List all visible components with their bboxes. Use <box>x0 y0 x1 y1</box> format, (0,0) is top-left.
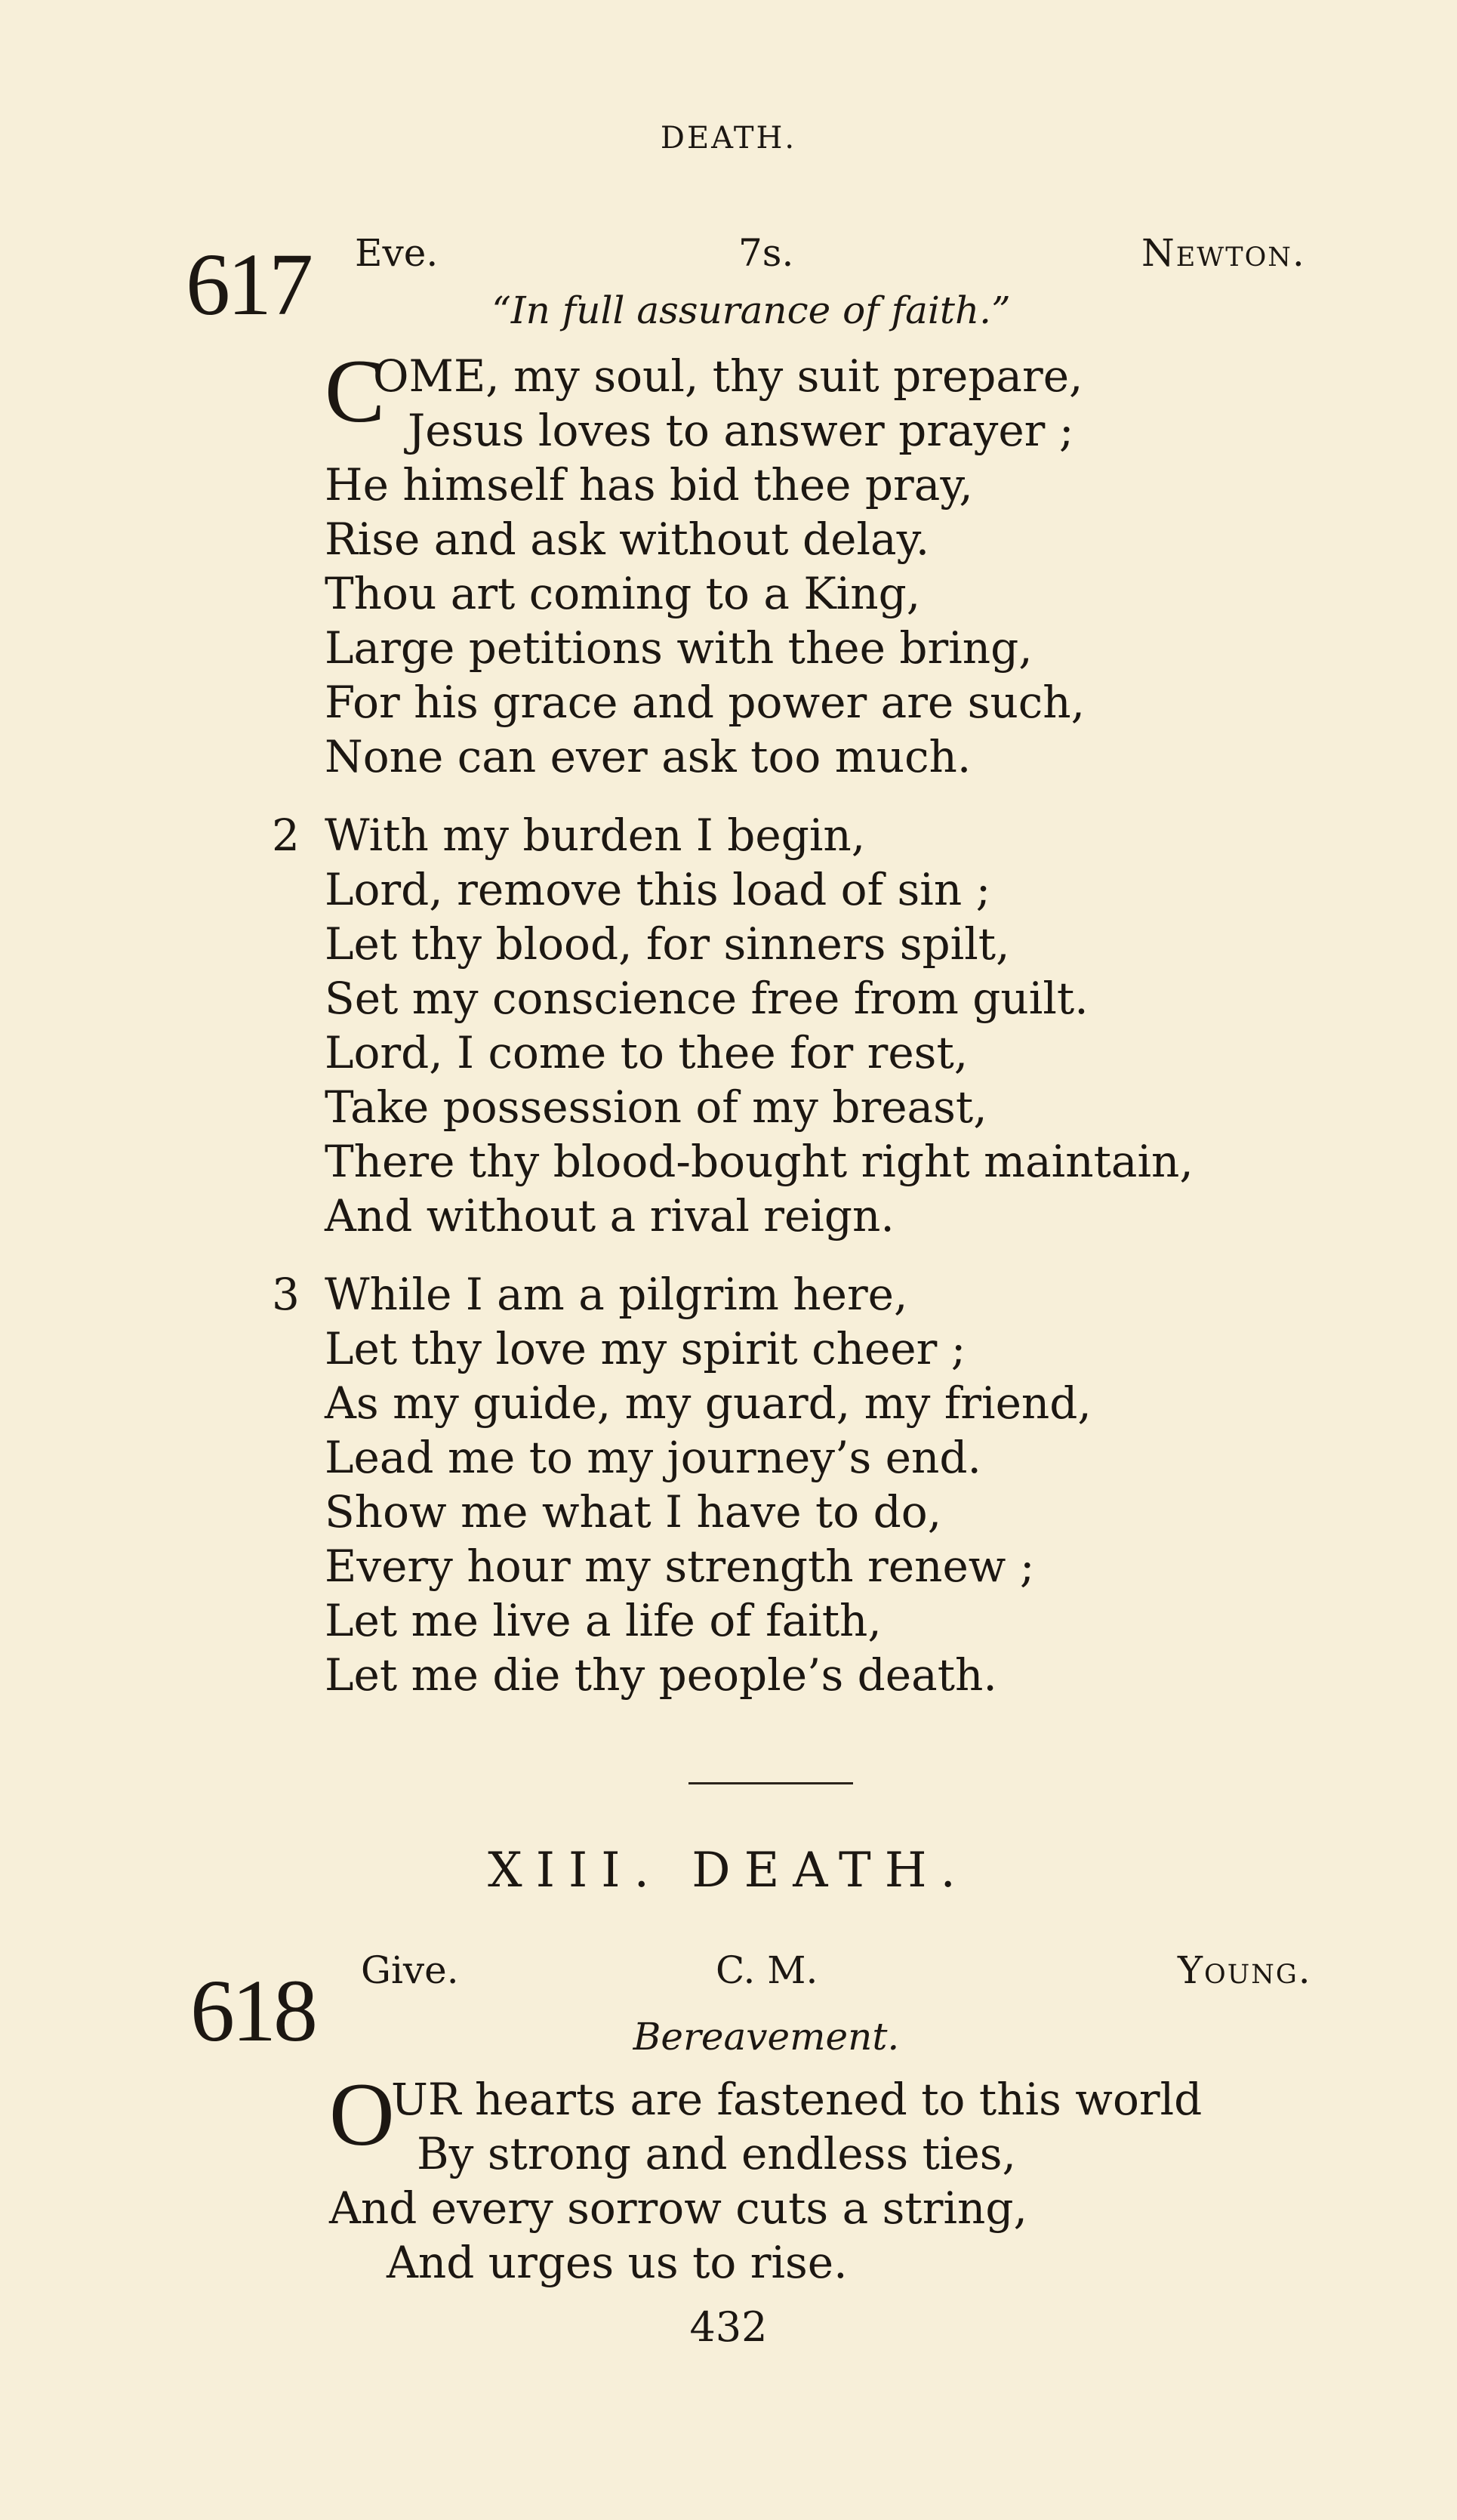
hymn-617-tune: Eve. <box>355 231 439 275</box>
hymn-617-stanza-1 <box>325 349 1085 784</box>
verse-line: Large petitions with thee bring, <box>325 622 1033 674</box>
hymn-617-drop-cap: C <box>325 341 386 441</box>
hymn-617-subtitle: “In full assurance of faith.” <box>491 288 1011 332</box>
hymn-618-author: Young. <box>1178 1948 1312 1992</box>
hymn-617-stanza-2 <box>325 808 1194 1243</box>
hymn-618-drop-cap: O <box>329 2064 395 2164</box>
verse-line: While I am a pilgrim here, <box>325 1269 908 1320</box>
verse-line: There thy blood-bought right maintain, <box>325 1136 1194 1187</box>
verse-line: And without a rival reign. <box>325 1190 895 1241</box>
hymn-618-stanza-1 <box>329 2072 1202 2290</box>
verse-line: Let thy love my spirit cheer ; <box>325 1323 966 1374</box>
hymn-618-subtitle: Bereavement. <box>633 2015 900 2059</box>
verse-line: Let thy blood, for sinners spilt, <box>325 918 1010 970</box>
verse-line: Every hour my strength renew ; <box>325 1541 1035 1592</box>
verse-line: UR hearts are fastened to this world <box>391 2074 1203 2125</box>
hymn-618-tune: Give. <box>361 1948 459 1992</box>
verse-line: Let me live a life of faith, <box>325 1595 882 1646</box>
verse-line: As my guide, my guard, my friend, <box>325 1377 1092 1429</box>
section-heading: XIII. DEATH. <box>488 1843 969 1898</box>
verse-line: Lead me to my journey’s end. <box>325 1432 981 1483</box>
verse-line: And every sorrow cuts a string, <box>329 2182 1027 2234</box>
verse-line: By strong and endless ties, <box>417 2128 1016 2179</box>
verse-line: With my burden I begin, <box>325 810 866 861</box>
verse-line: Lord, remove this load of sin ; <box>325 864 991 915</box>
stanza-number-2: 2 <box>272 810 300 861</box>
hymn-number-617: 617 <box>186 235 310 334</box>
verse-line: And urges us to rise. <box>387 2237 848 2288</box>
hymn-617-stanza-3 <box>325 1267 1092 1702</box>
verse-line: Let me die thy people’s death. <box>325 1649 997 1701</box>
section-divider <box>688 1782 853 1784</box>
hymn-617-meter: 7s. <box>738 231 794 275</box>
running-head: DEATH. <box>660 121 797 156</box>
verse-line: Take possession of my breast, <box>325 1081 987 1133</box>
verse-line: Thou art coming to a King, <box>325 568 921 619</box>
verse-line: Rise and ask without delay. <box>325 514 930 565</box>
verse-line: Jesus loves to answer prayer ; <box>408 405 1074 456</box>
stanza-number-3: 3 <box>272 1269 300 1320</box>
verse-line: Set my conscience free from guilt. <box>325 973 1089 1024</box>
hymn-618-meter: C. M. <box>716 1948 818 1992</box>
hymn-number-618: 618 <box>190 1961 315 2060</box>
verse-line: None can ever ask too much. <box>325 731 972 782</box>
verse-line: For his grace and power are such, <box>325 677 1086 728</box>
page-number: 432 <box>689 2303 768 2351</box>
verse-line: OME, my soul, thy suit prepare, <box>373 350 1083 402</box>
hymn-617-author: Newton. <box>1141 231 1306 275</box>
verse-line: Show me what I have to do, <box>325 1486 942 1538</box>
verse-line: Lord, I come to thee for rest, <box>325 1027 969 1078</box>
verse-line: He himself has bid thee pray, <box>325 459 973 510</box>
